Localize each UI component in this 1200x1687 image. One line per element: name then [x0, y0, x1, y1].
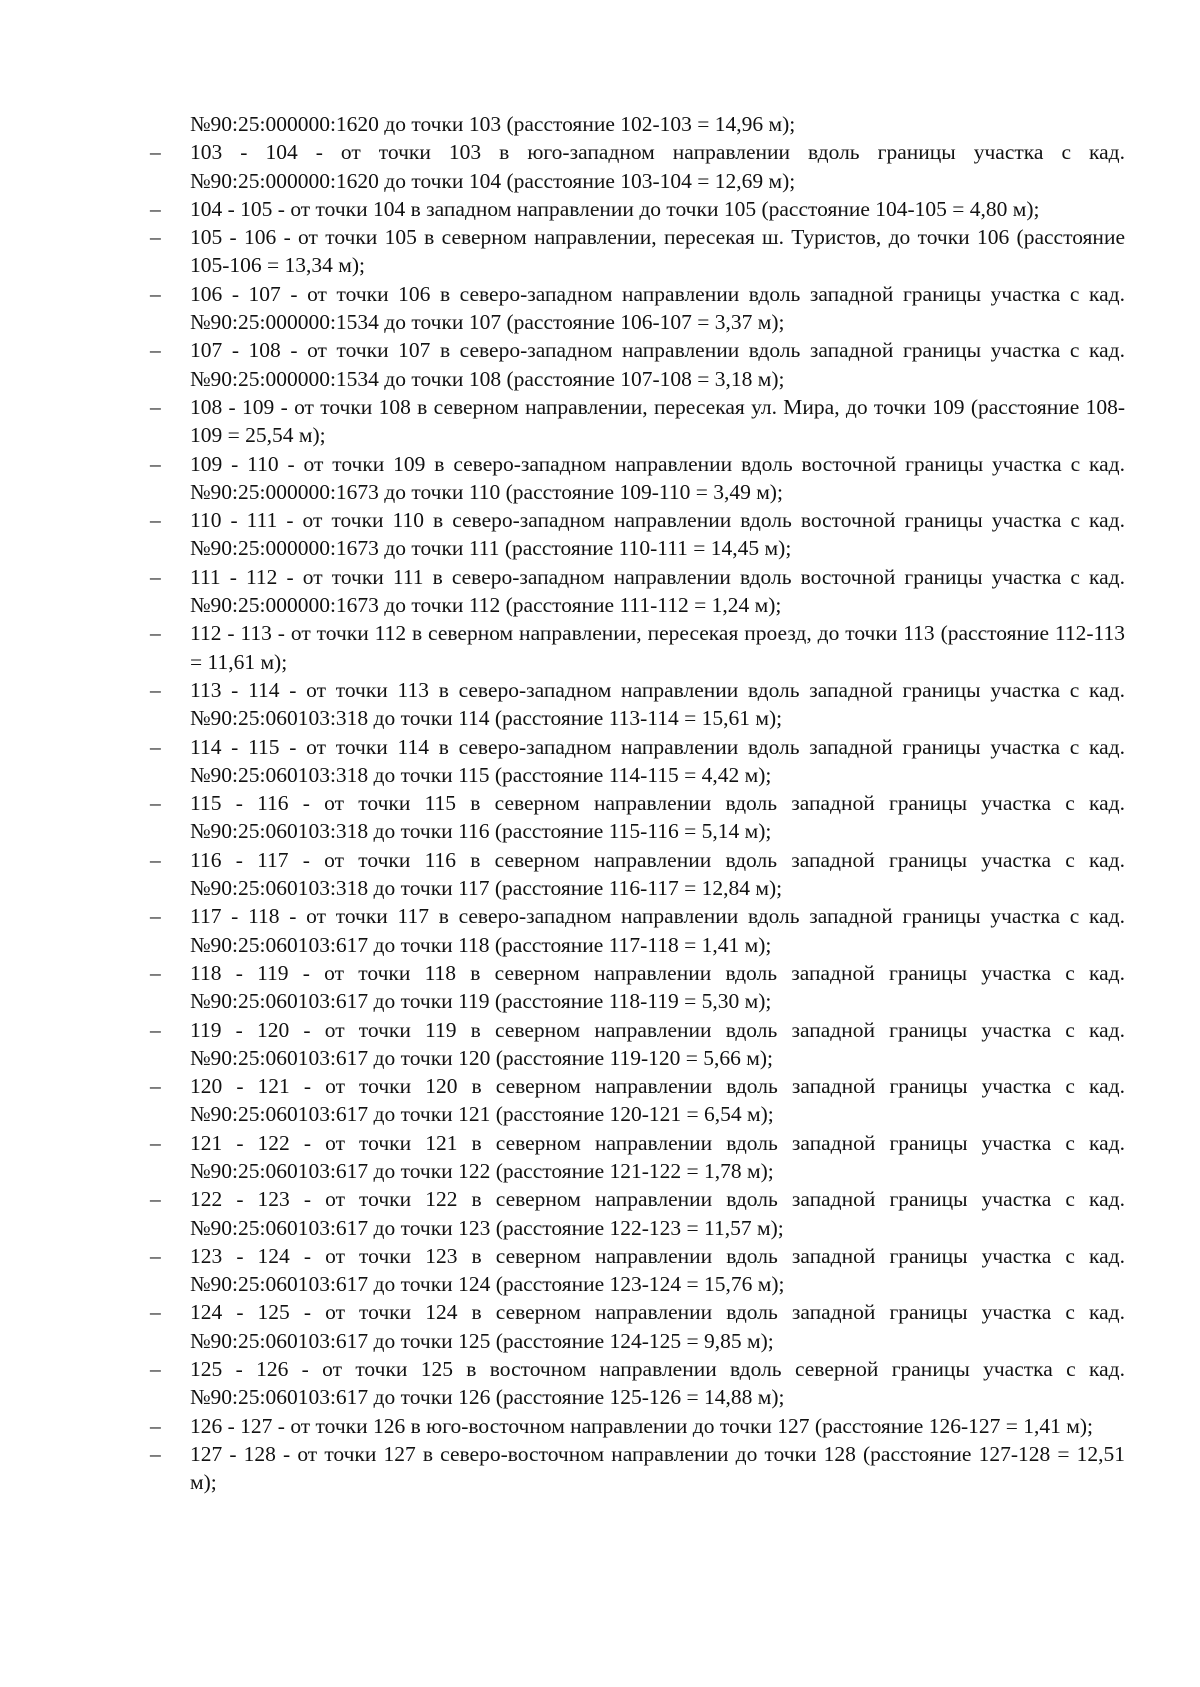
list-dash: – — [150, 225, 161, 250]
boundary-segment-item — [150, 846, 1125, 903]
list-dash: – — [150, 621, 161, 646]
list-dash: – — [150, 508, 161, 533]
segment-text: 107 - 108 - от точки 107 в северо-западном направлении вдоль западной границы участка с кад. №90:25:000000:1534 до точки 108 (расстояние 107-108 = 3,18 м); — [190, 338, 1125, 391]
segment-text: 103 - 104 - от точки 103 в юго-западном направлении вдоль границы участка с кад. №90:25:000000:1620 до точки 104 (расстояние 103-104 = 12,69 м); — [190, 140, 1125, 193]
segment-text: 123 - 124 - от точки 123 в северном направлении вдоль западной границы участка с кад. №90:25:060103:617 до точки 124 (расстояние 123-124 = 15,76 м); — [190, 1243, 1125, 1297]
list-dash: – — [150, 451, 161, 476]
segment-text: 118 - 119 - от точки 118 в северном направлении вдоль западной границы участка с кад. №90:25:060103:617 до точки 119 (расстояние 118-119 = 5,30 м); — [190, 960, 1125, 1014]
boundary-segment-item — [150, 1242, 1125, 1299]
boundary-segment-item — [150, 789, 1125, 846]
list-dash: – — [150, 1413, 161, 1438]
boundary-segment-item — [150, 619, 1125, 676]
boundary-segment-item — [150, 1412, 1125, 1440]
boundary-segment-item — [150, 1355, 1125, 1412]
list-dash: – — [150, 1243, 161, 1268]
list-dash: – — [150, 338, 161, 363]
boundary-segment-item — [150, 1440, 1125, 1497]
boundary-segment-item — [150, 1072, 1125, 1129]
document-body — [150, 110, 1125, 1497]
segment-text: 119 - 120 - от точки 119 в северном направлении вдоль западной границы участка с кад. №90:25:060103:617 до точки 120 (расстояние 119-120 = 5,66 м); — [190, 1017, 1125, 1070]
segment-text: 116 - 117 - от точки 116 в северном направлении вдоль западной границы участка с кад. №90:25:060103:318 до точки 117 (расстояние 116-117 = 12,84 м); — [190, 847, 1125, 901]
boundary-segment-item — [150, 280, 1125, 337]
boundary-segment-item — [150, 223, 1125, 280]
list-dash: – — [150, 1130, 161, 1155]
list-dash: – — [150, 791, 161, 816]
boundary-segment-item — [150, 902, 1125, 959]
list-dash: – — [150, 960, 161, 985]
boundary-segment-item — [150, 959, 1125, 1016]
boundary-segment-item — [150, 1185, 1125, 1242]
segment-text: 114 - 115 - от точки 114 в северо-западном направлении вдоль западной границы участка с кад. №90:25:060103:318 до точки 115 (расстояние 114-115 = 4,42 м); — [190, 734, 1125, 787]
list-dash: – — [150, 1300, 161, 1325]
list-dash: – — [150, 1441, 161, 1466]
list-dash: – — [150, 1074, 161, 1099]
list-dash: – — [150, 196, 161, 221]
boundary-segment-item — [150, 393, 1125, 450]
segment-text: 124 - 125 - от точки 124 в северном направлении вдоль западной границы участка с кад. №90:25:060103:617 до точки 125 (расстояние 124-125 = 9,85 м); — [190, 1300, 1125, 1353]
list-dash: – — [150, 1187, 161, 1212]
list-dash: – — [150, 904, 161, 929]
boundary-segment-item — [150, 1129, 1125, 1186]
segment-text: 113 - 114 - от точки 113 в северо-западном направлении вдоль западной границы участка с кад. №90:25:060103:318 до точки 114 (расстояние 113-114 = 15,61 м); — [190, 677, 1125, 731]
segment-text: 120 - 121 - от точки 120 в северном направлении вдоль западной границы участка с кад. №90:25:060103:617 до точки 121 (расстояние 120-121 = 6,54 м); — [190, 1074, 1125, 1127]
boundary-segment-item — [150, 1016, 1125, 1073]
segment-text: 115 - 116 - от точки 115 в северном направлении вдоль западной границы участка с кад. №90:25:060103:318 до точки 116 (расстояние 115-116 = 5,14 м); — [190, 791, 1125, 844]
lead-paragraph: №90:25:000000:1620 до точки 103 (расстояние 102-103 = 14,96 м); — [190, 112, 796, 136]
segment-text: 110 - 111 - от точки 110 в северо-западном направлении вдоль восточной границы участка с кад. №90:25:000000:1673 до точки 111 (расстояние 110-111 = 14,45 м); — [190, 508, 1125, 561]
segment-text: 117 - 118 - от точки 117 в северо-западном направлении вдоль западной границы участка с кад. №90:25:060103:617 до точки 118 (расстояние 117-118 = 1,41 м); — [190, 904, 1125, 957]
segment-text: 112 - 113 - от точки 112 в северном направлении, пересекая проезд, до точки 113 (расстояние 112-113 = 11,61 м); — [190, 621, 1125, 674]
boundary-segment-item — [150, 506, 1125, 563]
boundary-segment-item — [150, 676, 1125, 733]
list-dash: – — [150, 677, 161, 702]
segment-text: 106 - 107 - от точки 106 в северо-западном направлении вдоль западной границы участка с кад. №90:25:000000:1534 до точки 107 (расстояние 106-107 = 3,37 м); — [190, 281, 1125, 335]
boundary-segment-item — [150, 336, 1125, 393]
list-dash: – — [150, 394, 161, 419]
list-dash: – — [150, 564, 161, 589]
segment-text: 109 - 110 - от точки 109 в северо-западном направлении вдоль восточной границы участка с кад. №90:25:000000:1673 до точки 110 (расстояние 109-110 = 3,49 м); — [190, 451, 1125, 504]
boundary-segment-item — [150, 195, 1125, 223]
segment-text: 121 - 122 - от точки 121 в северном направлении вдоль западной границы участка с кад. №90:25:060103:617 до точки 122 (расстояние 121-122 = 1,78 м); — [190, 1130, 1125, 1183]
segment-text: 105 - 106 - от точки 105 в северном направлении, пересекая ш. Туристов, до точки 106 (расстояние 105-106 = 13,34 м); — [190, 225, 1125, 278]
segment-text: 126 - 127 - от точки 126 в юго-восточном направлении до точки 127 (расстояние 126-127 = 1,41 м); — [190, 1413, 1093, 1438]
boundary-segment-item — [150, 450, 1125, 507]
segment-text: 104 - 105 - от точки 104 в западном направлении до точки 105 (расстояние 104-105 = 4,80 м); — [190, 196, 1040, 221]
list-dash: – — [150, 847, 161, 872]
boundary-segment-list — [150, 138, 1125, 1496]
list-dash: – — [150, 1357, 161, 1382]
segment-text: 111 - 112 - от точки 111 в северо-западном направлении вдоль восточной границы участка с кад. №90:25:000000:1673 до точки 112 (расстояние 111-112 = 1,24 м); — [190, 564, 1125, 618]
segment-text: 125 - 126 - от точки 125 в восточном направлении вдоль северной границы участка с кад. №90:25:060103:617 до точки 126 (расстояние 125-126 = 14,88 м); — [190, 1357, 1125, 1410]
boundary-segment-item — [150, 1298, 1125, 1355]
list-dash: – — [150, 1017, 161, 1042]
boundary-segment-item — [150, 733, 1125, 790]
list-dash: – — [150, 281, 161, 306]
list-dash: – — [150, 140, 161, 165]
segment-text: 122 - 123 - от точки 122 в северном направлении вдоль западной границы участка с кад. №90:25:060103:617 до точки 123 (расстояние 122-123 = 11,57 м); — [190, 1187, 1125, 1240]
boundary-segment-item — [150, 138, 1125, 195]
list-dash: – — [150, 734, 161, 759]
segment-text: 127 - 128 - от точки 127 в северо-восточном направлении до точки 128 (расстояние 127-128 = 12,51 м); — [190, 1441, 1125, 1495]
boundary-segment-item — [150, 563, 1125, 620]
segment-text: 108 - 109 - от точки 108 в северном направлении, пересекая ул. Мира, до точки 109 (расстояние 108-109 = 25,54 м); — [190, 394, 1125, 448]
